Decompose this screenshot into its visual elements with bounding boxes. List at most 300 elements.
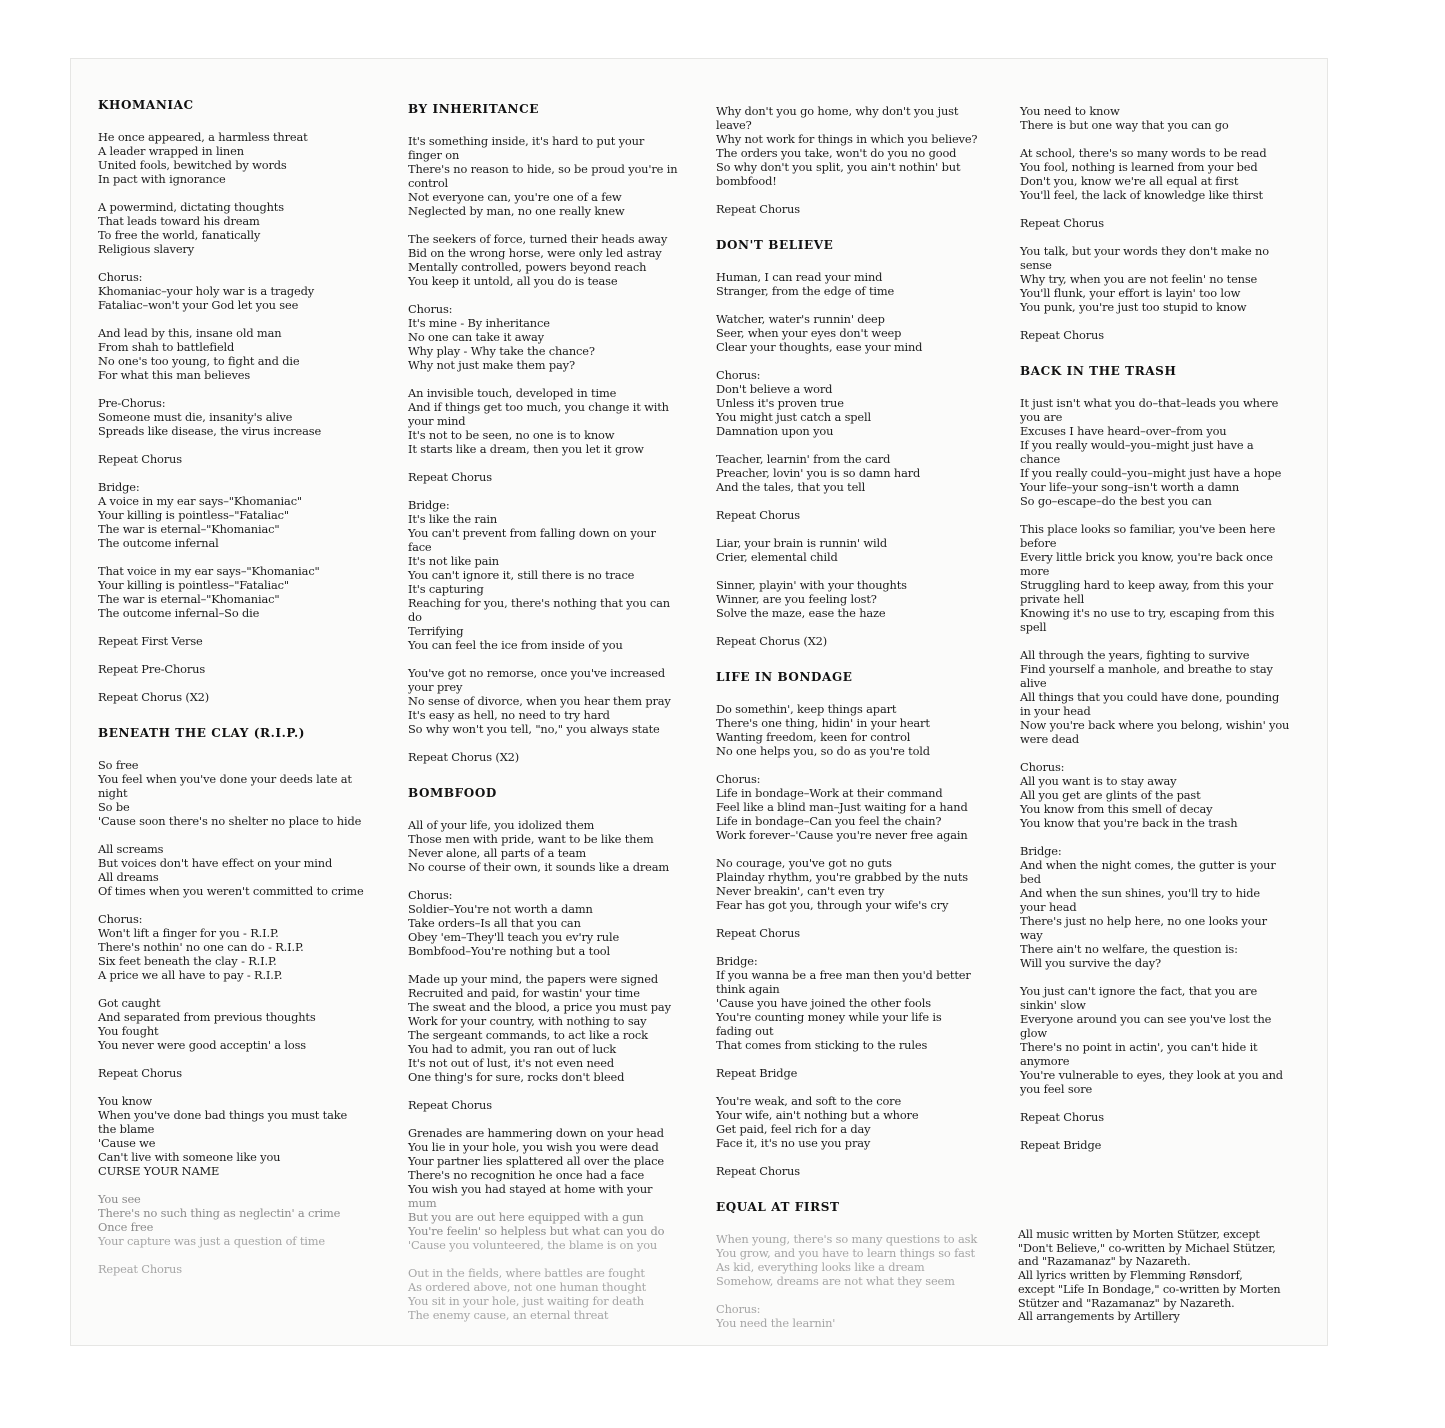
- lyric-line: There ain't no welfare, the question is:: [1020, 942, 1238, 956]
- lyric-line: Religious slavery: [98, 242, 194, 256]
- lyric-line: A powermind, dictating thoughts: [98, 200, 284, 214]
- lyric-line: You need the learnin': [716, 1316, 836, 1330]
- lyric-line: anymore: [1020, 1054, 1070, 1068]
- lyric-line: Mentally controlled, powers beyond reach: [408, 260, 647, 274]
- lyric-line: Made up your mind, the papers were signed: [408, 972, 658, 986]
- lyric-line: Repeat Chorus: [98, 1066, 182, 1080]
- lyric-line: As ordered above, not one human thought: [408, 1280, 647, 1294]
- lyric-line: You're counting money while your life is: [716, 1010, 942, 1024]
- lyric-line: This place looks so familiar, you've been here: [1020, 522, 1276, 536]
- lyric-line: Chorus:: [716, 1302, 761, 1316]
- lyric-line: You can feel the ice from inside of you: [408, 638, 623, 652]
- lyric-line: Work forever–'Cause you're never free again: [716, 828, 968, 842]
- lyric-line: Bridge:: [408, 498, 450, 512]
- stanza: [98, 1262, 370, 1276]
- stanza: [716, 1164, 996, 1178]
- lyric-line: the blame: [98, 1122, 155, 1136]
- lyric-sheet: [70, 58, 1328, 1346]
- lyric-line: You had to admit, you ran out of luck: [408, 1042, 617, 1056]
- song-continued: [716, 104, 996, 216]
- lyric-line: Unless it's proven true: [716, 396, 844, 410]
- lyric-line: Of times when you weren't committed to crime: [98, 884, 364, 898]
- stanza: [98, 662, 370, 676]
- lyric-line: Knowing it's no use to try, escaping from this: [1020, 606, 1275, 620]
- lyric-line: Pre-Chorus:: [98, 396, 166, 410]
- stanza: [1020, 984, 1300, 1096]
- stanza: [716, 1094, 996, 1150]
- lyric-line: The outcome infernal: [98, 536, 219, 550]
- lyric-line: Can't live with someone like you: [98, 1150, 281, 1164]
- lyric-line: your mind: [408, 414, 466, 428]
- lyric-line: When you've done bad things you must take: [98, 1108, 348, 1122]
- stanza: [1020, 1110, 1300, 1124]
- stanza: [716, 368, 996, 438]
- lyric-line: Everyone around you can see you've lost the: [1020, 1012, 1272, 1026]
- lyric-line: finger on: [408, 148, 460, 162]
- song-don-t-believe: [716, 238, 996, 648]
- lyric-line: You know that you're back in the trash: [1020, 816, 1238, 830]
- lyric-line: Human, I can read your mind: [716, 270, 883, 284]
- lyric-line: There's no recognition he once had a face: [408, 1168, 645, 1182]
- lyric-line: From shah to battlefield: [98, 340, 235, 354]
- stanza: [716, 1302, 996, 1330]
- stanza: [98, 634, 370, 648]
- lyric-line: It's not to be seen, no one is to know: [408, 428, 615, 442]
- stanza: [98, 326, 370, 382]
- lyric-line: And separated from previous thoughts: [98, 1010, 316, 1024]
- song-title: KHOMANIAC: [98, 98, 194, 112]
- lyric-line: There's no such thing as neglectin' a crime: [98, 1206, 341, 1220]
- stanza: [408, 750, 693, 764]
- stanza: [1020, 396, 1300, 508]
- lyric-line: No course of their own, it sounds like a dream: [408, 860, 670, 874]
- credit-line: and "Razamanaz" by Nazareth.: [1018, 1255, 1191, 1269]
- lyric-line: Feel like a blind man–Just waiting for a hand: [716, 800, 968, 814]
- lyric-line: Sinner, playin' with your thoughts: [716, 578, 907, 592]
- lyric-line: It's not like pain: [408, 554, 499, 568]
- stanza: [1020, 648, 1300, 746]
- stanza: [408, 818, 693, 874]
- lyric-line: You're vulnerable to eyes, they look at you and: [1020, 1068, 1283, 1082]
- lyric-line: Never breakin', can't even try: [716, 884, 885, 898]
- stanza: [716, 578, 996, 620]
- stanza: [716, 702, 996, 758]
- lyric-line: For what this man believes: [98, 368, 251, 382]
- lyric-line: Bridge:: [98, 480, 140, 494]
- lyric-line: As kid, everything looks like a dream: [716, 1260, 925, 1274]
- stanza: [98, 842, 370, 898]
- stanza: [716, 772, 996, 842]
- lyric-line: Repeat Chorus (X2): [716, 634, 828, 648]
- lyric-line: you feel sore: [1020, 1082, 1093, 1096]
- lyric-line: Repeat Chorus: [716, 1164, 800, 1178]
- lyric-line: So why won't you tell, "no," you always state: [408, 722, 660, 736]
- lyric-line: But voices don't have effect on your mind: [98, 856, 333, 870]
- lyric-line: Get paid, feel rich for a day: [716, 1122, 871, 1136]
- lyric-line: Bid on the wrong horse, were only led astray: [408, 246, 662, 260]
- lyric-line: You need to know: [1020, 104, 1120, 118]
- lyric-line: Life in bondage–Can you feel the chain?: [716, 814, 942, 828]
- lyric-line: You fought: [98, 1024, 159, 1038]
- stanza: [716, 270, 996, 298]
- stanza: [98, 396, 370, 438]
- lyric-line: Got caught: [98, 996, 161, 1010]
- credit-line: Stützer and "Razamanaz" by Nazareth.: [1018, 1296, 1235, 1310]
- song-beneath-the-clay-r-i-p: [98, 726, 370, 1276]
- stanza: [716, 312, 996, 354]
- lyric-line: Repeat Chorus: [408, 1098, 492, 1112]
- lyric-line: No one can take it away: [408, 330, 544, 344]
- lyric-line: Repeat First Verse: [98, 634, 203, 648]
- lyric-line: It's not out of lust, it's not even need: [408, 1056, 614, 1070]
- lyric-line: No one's too young, to fight and die: [98, 354, 300, 368]
- lyric-line: Take orders–Is all that you can: [408, 916, 581, 930]
- lyric-line: When young, there's so many questions to ask: [716, 1232, 978, 1246]
- lyric-line: You talk, but your words they don't make no: [1020, 244, 1269, 258]
- lyric-line: Someone must die, insanity's alive: [98, 410, 293, 424]
- lyric-line: alive: [1020, 676, 1047, 690]
- lyric-line: You can't prevent from falling down on your: [408, 526, 656, 540]
- lyric-line: mum: [408, 1196, 437, 1210]
- lyric-line: In pact with ignorance: [98, 172, 226, 186]
- lyric-line: All you want is to stay away: [1020, 774, 1177, 788]
- lyric-line: Wanting freedom, keen for control: [716, 730, 911, 744]
- lyric-line: Why play - Why take the chance?: [408, 344, 595, 358]
- lyric-line: There's just no help here, no one looks your: [1020, 914, 1267, 928]
- stanza: [716, 1066, 996, 1080]
- song-back-in-the-trash: [1020, 364, 1300, 1152]
- lyric-line: Don't believe a word: [716, 382, 833, 396]
- lyric-line: spell: [1020, 620, 1047, 634]
- lyric-line: You never were good acceptin' a loss: [98, 1038, 306, 1052]
- stanza: [98, 200, 370, 256]
- lyric-line: Somehow, dreams are not what they seem: [716, 1274, 955, 1288]
- lyric-line: It's easy as hell, no need to try hard: [408, 708, 610, 722]
- lyric-line: Spreads like disease, the virus increase: [98, 424, 322, 438]
- lyric-line: Chorus:: [98, 270, 143, 284]
- lyric-line: your prey: [408, 680, 463, 694]
- stanza: [716, 926, 996, 940]
- lyric-line: If you really would–you–might just have a: [1020, 438, 1254, 452]
- lyric-line: And lead by this, insane old man: [98, 326, 282, 340]
- lyric-line: sense: [1020, 258, 1052, 272]
- lyric-line: Repeat Chorus: [716, 508, 800, 522]
- lyrics-column-4: [1020, 104, 1300, 1174]
- lyrics-column-2: [408, 102, 693, 1344]
- stanza: [408, 386, 693, 456]
- lyric-line: fading out: [716, 1024, 774, 1038]
- lyric-line: Why try, when you are not feelin' no tense: [1020, 272, 1258, 286]
- lyric-line: And the tales, that you tell: [716, 480, 866, 494]
- lyric-line: You punk, you're just too stupid to know: [1020, 300, 1247, 314]
- lyric-line: in your head: [1020, 704, 1091, 718]
- lyric-line: The seekers of force, turned their heads away: [408, 232, 668, 246]
- song-title: BACK IN THE TRASH: [1020, 364, 1177, 378]
- stanza: [716, 856, 996, 912]
- lyric-line: The war is eternal–"Khomaniac": [98, 592, 280, 606]
- stanza: [408, 888, 693, 958]
- lyric-line: A voice in my ear says–"Khomaniac": [98, 494, 303, 508]
- lyric-line: A leader wrapped in linen: [98, 144, 244, 158]
- song-title: BENEATH THE CLAY (R.I.P.): [98, 726, 306, 740]
- stanza: [98, 1192, 370, 1248]
- lyric-line: bombfood!: [716, 174, 777, 188]
- stanza: [408, 1098, 693, 1112]
- stanza: [98, 1066, 370, 1080]
- lyric-line: So go–escape–do the best you can: [1020, 494, 1212, 508]
- lyric-line: Life in bondage–Work at their command: [716, 786, 943, 800]
- lyric-line: Repeat Chorus: [408, 470, 492, 484]
- song-khomaniac: [98, 98, 370, 704]
- lyric-line: You know: [98, 1094, 152, 1108]
- lyric-line: night: [98, 786, 128, 800]
- lyric-line: Will you survive the day?: [1020, 956, 1161, 970]
- lyric-line: One thing's for sure, rocks don't bleed: [408, 1070, 625, 1084]
- lyric-line: Winner, are you feeling lost?: [716, 592, 877, 606]
- lyric-line: Your capture was just a question of time: [98, 1234, 326, 1248]
- lyric-line: more: [1020, 564, 1050, 578]
- lyric-line: You see: [98, 1192, 141, 1206]
- lyric-line: So why don't you split, you ain't nothin' but: [716, 160, 961, 174]
- song-bombfood: [408, 786, 693, 1322]
- lyric-line: Not everyone can, you're one of a few: [408, 190, 622, 204]
- lyrics-column-3: [716, 104, 996, 1352]
- lyric-line: You wish you had stayed at home with your: [408, 1182, 653, 1196]
- lyric-line: chance: [1020, 452, 1061, 466]
- lyric-line: 'Cause you volunteered, the blame is on you: [408, 1238, 658, 1252]
- lyric-line: Struggling hard to keep away, from this your: [1020, 578, 1274, 592]
- stanza: [98, 758, 370, 828]
- lyric-line: It starts like a dream, then you let it grow: [408, 442, 644, 456]
- lyric-line: think again: [716, 982, 780, 996]
- lyric-line: Crier, elemental child: [716, 550, 838, 564]
- lyric-line: Repeat Chorus: [1020, 328, 1104, 342]
- lyric-line: You fool, nothing is learned from your bed: [1020, 160, 1258, 174]
- lyric-line: Repeat Pre-Chorus: [98, 662, 206, 676]
- lyric-line: Your life–your song–isn't worth a damn: [1020, 480, 1240, 494]
- lyric-line: Repeat Bridge: [1020, 1138, 1102, 1152]
- lyric-line: You just can't ignore the fact, that you are: [1020, 984, 1258, 998]
- stanza: [98, 1094, 370, 1178]
- lyrics-column-1: [98, 98, 370, 1298]
- stanza: [716, 508, 996, 522]
- lyric-line: To free the world, fanatically: [98, 228, 261, 242]
- lyric-line: All through the years, fighting to survive: [1020, 648, 1250, 662]
- lyric-line: So free: [98, 758, 139, 772]
- stanza: [98, 564, 370, 620]
- lyric-line: You keep it untold, all you do is tease: [408, 274, 618, 288]
- lyric-line: Chorus:: [716, 772, 761, 786]
- lyric-line: your head: [1020, 900, 1077, 914]
- lyric-line: All dreams: [98, 870, 159, 884]
- lyric-line: Your killing is pointless–"Fataliac": [98, 508, 289, 522]
- stanza: [408, 972, 693, 1084]
- stanza: [408, 470, 693, 484]
- lyric-line: But you are out here equipped with a gun: [408, 1210, 644, 1224]
- song-continued: [1020, 104, 1300, 342]
- stanza: [98, 270, 370, 312]
- lyric-line: Damnation upon you: [716, 424, 834, 438]
- song-title: EQUAL AT FIRST: [716, 1200, 840, 1214]
- lyric-line: Repeat Chorus (X2): [98, 690, 210, 704]
- lyric-line: Stranger, from the edge of time: [716, 284, 895, 298]
- lyric-line: Repeat Chorus: [98, 1262, 182, 1276]
- lyric-line: Terrifying: [408, 624, 464, 638]
- lyric-line: No sense of divorce, when you hear them pray: [408, 694, 671, 708]
- lyric-line: Every little brick you know, you're back once: [1020, 550, 1273, 564]
- lyric-line: You grow, and you have to learn things so fast: [716, 1246, 975, 1260]
- lyric-line: leave?: [716, 118, 752, 132]
- lyric-line: Seer, when your eyes don't weep: [716, 326, 902, 340]
- lyric-line: Chorus:: [408, 302, 453, 316]
- lyric-line: It's something inside, it's hard to put your: [408, 134, 645, 148]
- stanza: [98, 912, 370, 982]
- lyric-line: Repeat Bridge: [716, 1066, 798, 1080]
- stanza: [1020, 104, 1300, 132]
- lyric-line: Repeat Chorus: [1020, 216, 1104, 230]
- stanza: [716, 954, 996, 1052]
- lyric-line: face: [408, 540, 432, 554]
- lyric-line: A price we all have to pay - R.I.P.: [98, 968, 283, 982]
- lyric-line: Solve the maze, ease the haze: [716, 606, 886, 620]
- lyric-line: You can't ignore it, still there is no trace: [408, 568, 635, 582]
- lyric-line: Six feet beneath the clay - R.I.P.: [98, 954, 277, 968]
- credit-line: except "Life In Bondage," co-written by Morten: [1018, 1282, 1281, 1296]
- lyric-line: There's no reason to hide, so be proud you're in: [408, 162, 678, 176]
- lyric-line: All of your life, you idolized them: [408, 818, 595, 832]
- stanza: [408, 134, 693, 218]
- stanza: [716, 202, 996, 216]
- lyric-line: Now you're back where you belong, wishin' you: [1020, 718, 1290, 732]
- stanza: [1020, 844, 1300, 970]
- stanza: [98, 130, 370, 186]
- lyric-line: control: [408, 176, 449, 190]
- lyric-line: Bombfood–You're nothing but a tool: [408, 944, 610, 958]
- lyric-line: Chorus:: [716, 368, 761, 382]
- lyric-line: He once appeared, a harmless threat: [98, 130, 308, 144]
- stanza: [408, 498, 693, 652]
- lyric-line: Preacher, lovin' you is so damn hard: [716, 466, 921, 480]
- lyric-line: you are: [1020, 410, 1063, 424]
- lyric-line: glow: [1020, 1026, 1047, 1040]
- lyric-line: An invisible touch, developed in time: [408, 386, 617, 400]
- lyric-line: The sergeant commands, to act like a rock: [408, 1028, 648, 1042]
- lyric-line: before: [1020, 536, 1057, 550]
- lyric-line: Won't lift a finger for you - R.I.P.: [98, 926, 279, 940]
- lyric-line: Work for your country, with nothing to say: [408, 1014, 647, 1028]
- lyric-line: There's no point in actin', you can't hide it: [1020, 1040, 1258, 1054]
- lyric-line: Excuses I have heard–over–from you: [1020, 424, 1227, 438]
- lyric-line: Reaching for you, there's nothing that you can: [408, 596, 670, 610]
- stanza: [1020, 760, 1300, 830]
- lyric-line: Grenades are hammering down on your head: [408, 1126, 664, 1140]
- lyric-line: 'Cause soon there's no shelter no place to hide: [98, 814, 362, 828]
- lyric-line: Fear has got you, through your wife's cry: [716, 898, 949, 912]
- stanza: [1020, 146, 1300, 202]
- lyric-line: There is but one way that you can go: [1020, 118, 1229, 132]
- lyric-line: If you really could–you–might just have a hope: [1020, 466, 1282, 480]
- stanza: [408, 666, 693, 736]
- lyric-line: There's nothin' no one can do - R.I.P.: [98, 940, 304, 954]
- song-life-in-bondage: [716, 670, 996, 1178]
- lyric-line: And when the sun shines, you'll try to hide: [1020, 886, 1261, 900]
- stanza: [408, 1126, 693, 1252]
- stanza: [408, 232, 693, 288]
- lyric-line: Repeat Chorus: [1020, 1110, 1104, 1124]
- lyric-line: Your wife, ain't nothing but a whore: [716, 1108, 919, 1122]
- stanza: [1020, 244, 1300, 314]
- lyric-line: All you get are glints of the past: [1020, 788, 1201, 802]
- stanza: [98, 480, 370, 550]
- lyric-line: CURSE YOUR NAME: [98, 1164, 220, 1178]
- lyric-line: Your killing is pointless–"Fataliac": [98, 578, 289, 592]
- lyric-line: Bridge:: [1020, 844, 1062, 858]
- lyric-line: Liar, your brain is runnin' wild: [716, 536, 888, 550]
- lyric-line: bed: [1020, 872, 1041, 886]
- lyric-line: way: [1020, 928, 1043, 942]
- lyric-line: Obey 'em–They'll teach you ev'ry rule: [408, 930, 620, 944]
- lyric-line: The enemy cause, an eternal threat: [408, 1308, 609, 1322]
- lyric-line: The orders you take, won't do you no good: [716, 146, 957, 160]
- song-by-inheritance: [408, 102, 693, 764]
- stanza: [408, 302, 693, 372]
- stanza: [1020, 216, 1300, 230]
- lyric-line: It's mine - By inheritance: [408, 316, 550, 330]
- lyric-line: were dead: [1020, 732, 1080, 746]
- stanza: [98, 690, 370, 704]
- stanza: [1020, 328, 1300, 342]
- lyric-line: All things that you could have done, pounding: [1020, 690, 1280, 704]
- lyric-line: You'll flunk, your effort is layin' too low: [1020, 286, 1241, 300]
- lyric-line: Fataliac–won't your God let you see: [98, 298, 299, 312]
- lyric-line: At school, there's so many words to be read: [1020, 146, 1267, 160]
- lyric-line: That leads toward his dream: [98, 214, 260, 228]
- lyric-line: If you wanna be a free man then you'd better: [716, 968, 971, 982]
- credits-block: [1018, 1228, 1308, 1324]
- song-title: LIFE IN BONDAGE: [716, 670, 853, 684]
- lyric-line: No one helps you, so do as you're told: [716, 744, 930, 758]
- lyric-line: You lie in your hole, you wish you were dead: [408, 1140, 659, 1154]
- lyric-line: Once free: [98, 1220, 154, 1234]
- lyric-line: Khomaniac–your holy war is a tragedy: [98, 284, 315, 298]
- lyric-line: Repeat Chorus: [716, 202, 800, 216]
- credit-line: "Don't Believe," co-written by Michael Stützer,: [1018, 1241, 1276, 1255]
- stanza: [716, 536, 996, 564]
- stanza: [716, 452, 996, 494]
- lyric-line: 'Cause you have joined the other fools: [716, 996, 931, 1010]
- lyric-line: You sit in your hole, just waiting for death: [408, 1294, 644, 1308]
- stanza: [98, 452, 370, 466]
- lyric-line: private hell: [1020, 592, 1085, 606]
- lyric-line: United fools, bewitched by words: [98, 158, 287, 172]
- lyric-line: Why not just make them pay?: [408, 358, 575, 372]
- song-title: BOMBFOOD: [408, 786, 497, 800]
- lyric-line: It's capturing: [408, 582, 484, 596]
- lyric-line: You've got no remorse, once you've increased: [408, 666, 666, 680]
- lyric-line: All screams: [98, 842, 164, 856]
- lyric-line: Out in the fields, where battles are fought: [408, 1266, 645, 1280]
- lyric-line: Bridge:: [716, 954, 758, 968]
- stanza: [98, 996, 370, 1052]
- lyric-line: You know from this smell of decay: [1020, 802, 1213, 816]
- lyric-line: Why not work for things in which you believe?: [716, 132, 978, 146]
- lyric-line: Why don't you go home, why don't you just: [716, 104, 959, 118]
- lyric-line: Chorus:: [408, 888, 453, 902]
- lyric-line: You're weak, and soft to the core: [716, 1094, 902, 1108]
- lyric-line: The outcome infernal–So die: [98, 606, 260, 620]
- lyric-line: Those men with pride, want to be like them: [408, 832, 654, 846]
- lyric-line: Never alone, all parts of a team: [408, 846, 587, 860]
